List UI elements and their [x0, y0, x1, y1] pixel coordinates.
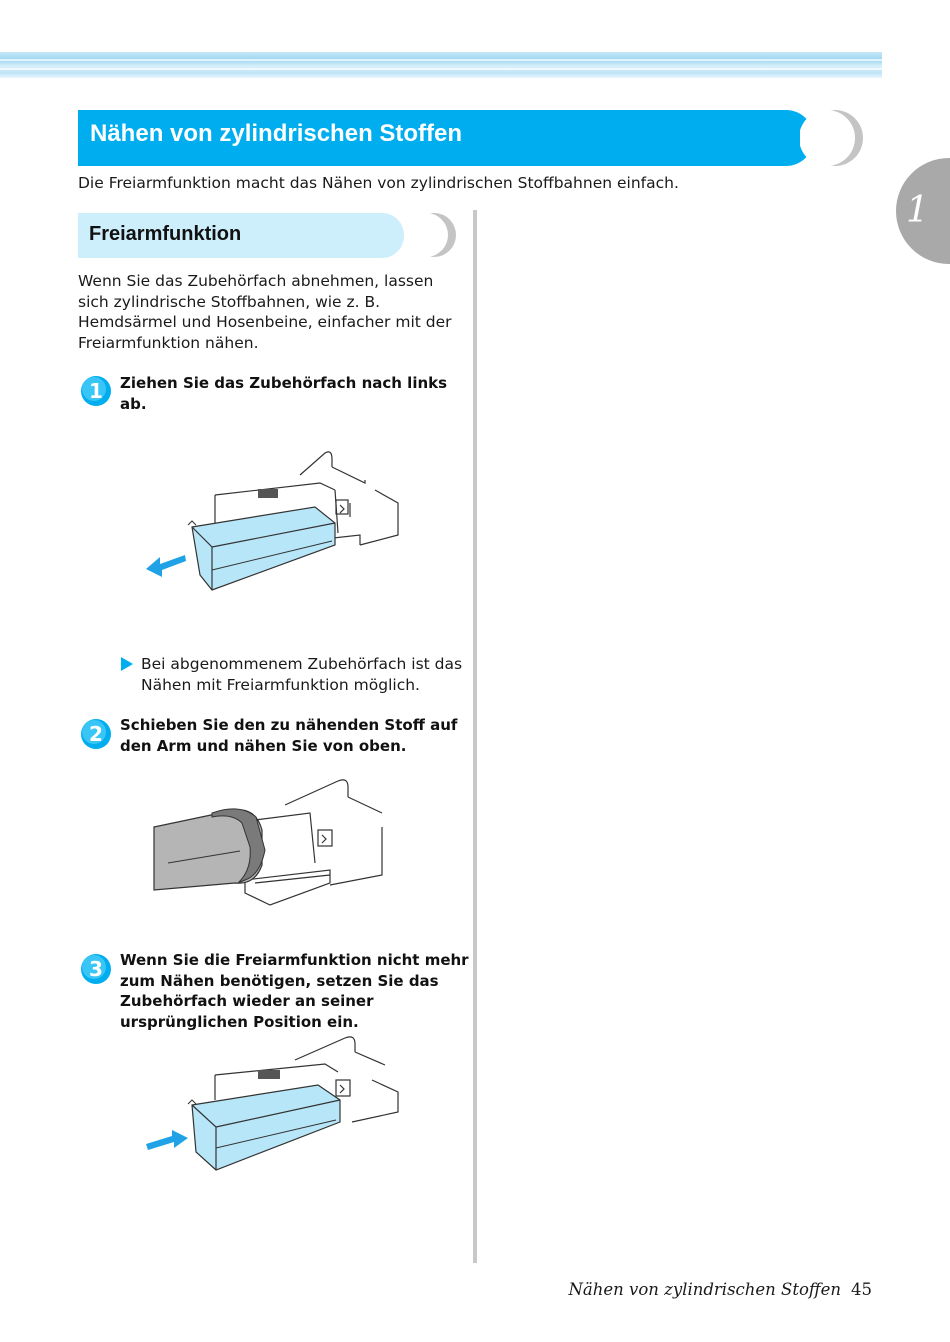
column-divider — [473, 210, 477, 1263]
section-title: Freiarmfunktion — [89, 223, 242, 245]
header-band — [0, 52, 882, 78]
section-paragraph: Wenn Sie das Zubehörfach abnehmen, lassen sich zylindrische Stoffbahnen, wie z. B. Hemdsärmel und Hosenbeine, einfacher mit der Freiarmfunktion nähen. — [78, 272, 452, 352]
svg-text:1: 1 — [89, 379, 103, 403]
illustration-sleeve-on-arm — [150, 775, 390, 910]
page-number: 45 — [851, 1280, 872, 1299]
step-3-text: Wenn Sie die Freiarmfunktion nicht mehr zum Nähen benötigen, setzen Sie das Zubehörfach wieder an seiner ursprünglichen Position ein. — [120, 951, 469, 1031]
page-footer — [560, 1280, 872, 1299]
step-1-icon — [80, 375, 112, 407]
step-1-text: Ziehen Sie das Zubehörfach nach links ab. — [120, 374, 448, 413]
step-2-text: Schieben Sie den zu nähenden Stoff auf den Arm und nähen Sie von oben. — [120, 716, 458, 755]
section-decoration-circles — [396, 212, 460, 260]
page-title: Nähen von zylindrischen Stoffen — [90, 120, 463, 147]
note-arrow-icon — [121, 657, 133, 671]
illustration-reattach-tray — [140, 1030, 410, 1180]
chapter-number: 1 — [906, 190, 929, 231]
title-decoration-circles — [800, 108, 870, 168]
svg-text:3: 3 — [89, 957, 103, 981]
intro-text: Die Freiarmfunktion macht das Nähen von zylindrischen Stoffbahnen einfach. — [78, 174, 679, 192]
step-2-icon — [80, 718, 112, 750]
illustration-remove-tray — [140, 445, 410, 605]
footer-section-title: Nähen von zylindrischen Stoffen — [568, 1280, 841, 1299]
note-text: Bei abgenommenem Zubehörfach ist das Nähen mit Freiarmfunktion möglich. — [141, 655, 463, 694]
svg-text:2: 2 — [89, 722, 103, 746]
step-3-icon — [80, 953, 112, 985]
